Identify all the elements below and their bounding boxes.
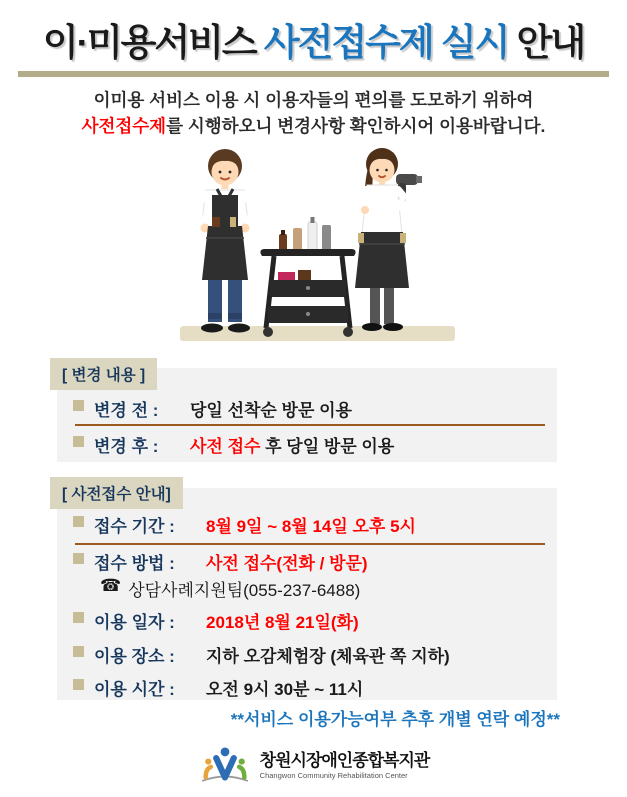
barber-man-figure (194, 149, 256, 333)
title-part-black1: 이·미용서비스 (42, 22, 264, 63)
org-name-en: Changwon Community Rehabilitation Center (259, 771, 408, 781)
hairdresser-woman-figure (355, 148, 422, 331)
barber-hairdresser-illustration (150, 138, 480, 358)
phone-icon: ☎ (100, 576, 122, 595)
bullet-square-icon (73, 646, 84, 657)
reception-phone-text: 상담사례지원팀(055-237-6488) (128, 581, 361, 600)
reception-place-row (73, 642, 450, 667)
bullet-square-icon (73, 400, 84, 411)
contact-note: **서비스 이용가능여부 추후 개별 연락 예정** (230, 710, 560, 729)
intro-line2 (0, 113, 627, 139)
reception-time-label: 이용 시간 : (94, 680, 175, 699)
change-section-divider (75, 424, 545, 426)
intro-line1: 이미용 서비스 이용 시 이용자들의 편의를 도모하기 위하여 (93, 90, 534, 110)
reception-date-row (73, 608, 359, 633)
intro-line2-highlight: 사전접수제 (81, 116, 167, 137)
intro-line2-rest: 를 시행하오니 변경사항 확인하시어 이용바랍니다. (166, 116, 546, 137)
change-after-value-red: 사전 접수 (190, 437, 261, 456)
bullet-square-icon (73, 516, 84, 527)
change-after-value-rest: 후 당일 방문 이용 (260, 437, 395, 456)
change-after-row (73, 432, 394, 457)
reception-period-row (73, 512, 416, 537)
change-after-label: 변경 후 : (94, 437, 159, 456)
reception-date-label: 이용 일자 : (94, 613, 175, 632)
reception-method-row (73, 549, 368, 574)
reception-section-header: [ 사전접수 안내] (50, 477, 183, 509)
change-before-label: 변경 전 : (94, 401, 159, 420)
intro-paragraph (0, 87, 627, 140)
bullet-square-icon (73, 436, 84, 447)
change-before-row (73, 396, 352, 421)
change-before-value: 당일 선착순 방문 이용 (190, 401, 352, 420)
title-part-blue: 사전접수제 실시 (263, 22, 509, 63)
reception-method-label: 접수 방법 : (94, 554, 175, 573)
footer (0, 744, 627, 788)
reception-time-value: 오전 9시 30분 ~ 11시 (206, 680, 364, 699)
reception-method-value: 사전 접수(전화 / 방문) (206, 554, 368, 573)
org-name: 창원시장애인종합복지관 (259, 750, 430, 770)
reception-period-value: 8월 9일 ~ 8월 14일 오후 5시 (206, 517, 416, 536)
change-section-header: [ 변경 내용 ] (50, 358, 157, 390)
reception-place-label: 이용 장소 : (94, 647, 175, 666)
reception-place-value: 지하 오감체험장 (체육관 쪽 지하) (206, 647, 450, 666)
reception-period-label: 접수 기간 : (94, 517, 175, 536)
bullet-square-icon (73, 612, 84, 623)
org-logo-icon (198, 744, 252, 788)
salon-cart (260, 217, 355, 337)
reception-section-divider (75, 543, 545, 545)
bullet-square-icon (73, 679, 84, 690)
reception-date-value: 2018년 8월 21일(화) (206, 613, 359, 632)
reception-time-row (73, 675, 363, 700)
title-divider-bar (18, 71, 609, 77)
bullet-square-icon (73, 553, 84, 564)
change-after-value (190, 432, 394, 457)
page-title (0, 12, 627, 66)
reception-phone-row (100, 576, 360, 601)
title-part-black2: 안내 (508, 22, 585, 63)
org-name-block (260, 752, 430, 781)
